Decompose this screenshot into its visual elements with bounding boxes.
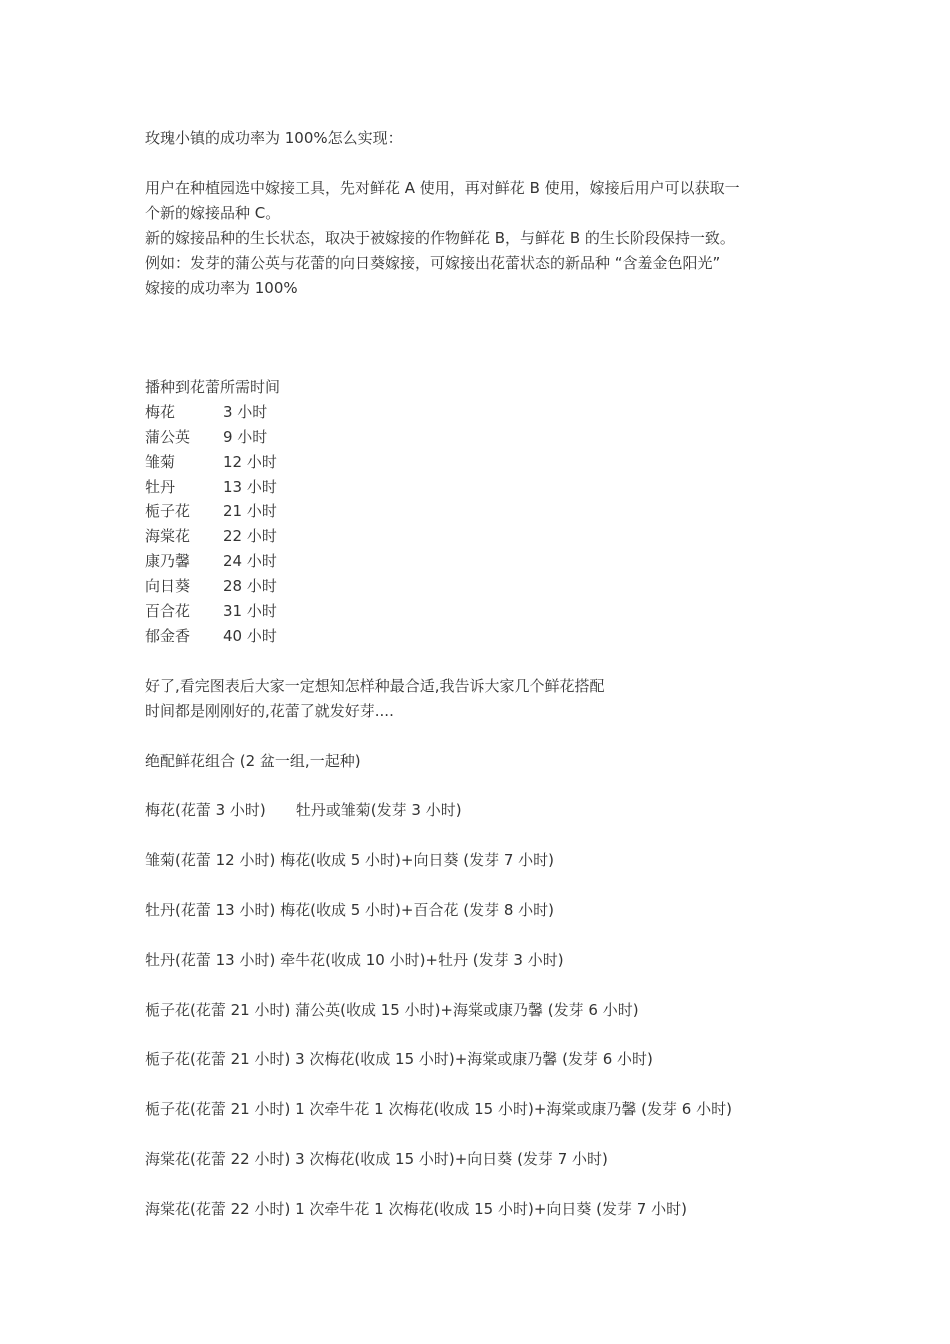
bud-hours: 13 小时 — [223, 478, 277, 496]
bud-hours: 3 小时 — [223, 403, 268, 421]
intro-heading: 玫瑰小镇的成功率为 100%怎么实现： — [145, 129, 403, 147]
bud-hours: 24 小时 — [223, 552, 277, 570]
combo-item: 牡丹(花蕾 13 小时) 牵牛花(收成 10 小时)+牡丹 (发芽 3 小时) — [145, 951, 564, 969]
tip-line: 时间都是刚刚好的,花蕾了就发好芽.... — [145, 702, 394, 720]
combo-item: 梅花(花蕾 3 小时) 牡丹或雏菊(发芽 3 小时) — [145, 801, 462, 819]
flower-name: 向日葵 — [145, 577, 191, 595]
flower-name: 蒲公英 — [145, 428, 191, 446]
combo-item: 栀子花(花蕾 21 小时) 1 次牵牛花 1 次梅花(收成 15 小时)+海棠或康乃馨 (发芽 6 小时) — [145, 1100, 732, 1118]
combo-item: 雏菊(花蕾 12 小时) 梅花(收成 5 小时)+向日葵 (发芽 7 小时) — [145, 851, 555, 869]
intro-line: 新的嫁接品种的生长状态，取决于被嫁接的作物鲜花 B，与鲜花 B 的生长阶段保持一致。 — [145, 229, 735, 247]
bud-time-row — [145, 551, 277, 571]
intro-line: 用户在种植园选中嫁接工具，先对鲜花 A 使用，再对鲜花 B 使用，嫁接后用户可以获取一 — [145, 179, 740, 197]
bud-time-row — [145, 501, 277, 521]
flower-name: 郁金香 — [145, 627, 191, 645]
bud-time-row — [145, 601, 277, 621]
bud-time-row — [145, 402, 267, 422]
bud-hours: 9 小时 — [223, 428, 268, 446]
bud-hours: 22 小时 — [223, 527, 277, 545]
combo-item: 栀子花(花蕾 21 小时) 3 次梅花(收成 15 小时)+海棠或康乃馨 (发芽 6 小时) — [145, 1050, 653, 1068]
bud-hours: 21 小时 — [223, 502, 277, 520]
flower-name: 海棠花 — [145, 527, 191, 545]
combo-item: 海棠花(花蕾 22 小时) 1 次牵牛花 1 次梅花(收成 15 小时)+向日葵 (发芽 7 小时) — [145, 1200, 687, 1218]
bud-hours: 28 小时 — [223, 577, 277, 595]
bud-time-row — [145, 576, 277, 596]
bud-time-row — [145, 427, 267, 447]
intro-line: 个新的嫁接品种 C。 — [145, 204, 281, 222]
bud-time-title: 播种到花蕾所需时间 — [145, 378, 281, 396]
flower-name: 梅花 — [145, 403, 176, 421]
flower-name: 雏菊 — [145, 453, 176, 471]
combos-title: 绝配鲜花组合 (2 盆一组,一起种) — [145, 752, 361, 770]
bud-hours: 40 小时 — [223, 627, 277, 645]
bud-time-row — [145, 526, 277, 546]
flower-name: 栀子花 — [145, 502, 191, 520]
flower-name: 牡丹 — [145, 478, 176, 496]
bud-time-row — [145, 626, 277, 646]
bud-hours: 12 小时 — [223, 453, 277, 471]
tip-line: 好了,看完图表后大家一定想知怎样种最合适,我告诉大家几个鲜花搭配 — [145, 677, 605, 695]
flower-name: 康乃馨 — [145, 552, 191, 570]
intro-line: 例如：发芽的蒲公英与花蕾的向日葵嫁接，可嫁接出花蕾状态的新品种 “含羞金色阳光” — [145, 254, 721, 272]
bud-time-row — [145, 452, 277, 472]
flower-name: 百合花 — [145, 602, 191, 620]
combo-item: 牡丹(花蕾 13 小时) 梅花(收成 5 小时)+百合花 (发芽 8 小时) — [145, 901, 555, 919]
combo-item: 海棠花(花蕾 22 小时) 3 次梅花(收成 15 小时)+向日葵 (发芽 7 小时) — [145, 1150, 608, 1168]
combo-item: 栀子花(花蕾 21 小时) 蒲公英(收成 15 小时)+海棠或康乃馨 (发芽 6 小时) — [145, 1001, 639, 1019]
bud-time-row — [145, 477, 277, 497]
bud-hours: 31 小时 — [223, 602, 277, 620]
intro-line: 嫁接的成功率为 100% — [145, 279, 298, 297]
